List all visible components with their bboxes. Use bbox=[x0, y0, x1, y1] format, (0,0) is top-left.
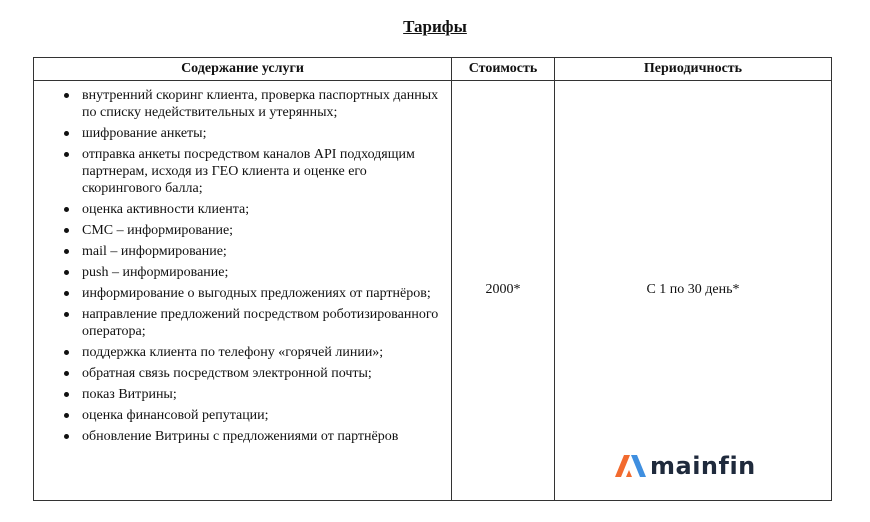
services-list bbox=[34, 87, 451, 445]
list-item: информирование о выгодных предложениях от партнёров; bbox=[82, 285, 451, 302]
list-item: mail – информирование; bbox=[82, 243, 451, 260]
price-value: 2000* bbox=[485, 282, 521, 297]
page-title: Тарифы bbox=[403, 17, 467, 36]
price-cell bbox=[452, 81, 555, 501]
list-item: обратная связь посредством электронной почты; bbox=[82, 365, 451, 382]
tariffs-table bbox=[33, 57, 832, 501]
service-content-cell bbox=[34, 81, 452, 501]
table-row bbox=[34, 81, 832, 501]
list-item: поддержка клиента по телефону «горячей линии»; bbox=[82, 344, 451, 361]
list-item: шифрование анкеты; bbox=[82, 125, 451, 142]
list-item: показ Витрины; bbox=[82, 386, 451, 403]
list-item: оценка финансовой репутации; bbox=[82, 407, 451, 424]
header-price: Стоимость bbox=[452, 58, 555, 81]
list-item: обновление Витрины с предложениями от партнёров bbox=[82, 428, 451, 445]
list-item: направление предложений посредством роботизированного оператора; bbox=[82, 306, 451, 340]
mainfin-watermark bbox=[615, 454, 756, 478]
list-item: внутренний скоринг клиента, проверка паспортных данных по списку недействительных и утерянных; bbox=[82, 87, 451, 121]
list-item: push – информирование; bbox=[82, 264, 451, 281]
header-period: Периодичность bbox=[555, 58, 832, 81]
period-value: С 1 по 30 день* bbox=[646, 282, 740, 297]
mainfin-logo-icon bbox=[615, 455, 647, 477]
list-item: отправка анкеты посредством каналов API подходящим партнерам, исходя из ГЕО клиента и оценке его скорингового балла; bbox=[82, 146, 451, 197]
header-service-content: Содержание услуги bbox=[34, 58, 452, 81]
list-item: СМС – информирование; bbox=[82, 222, 451, 239]
list-item: оценка активности клиента; bbox=[82, 201, 451, 218]
mainfin-logo-text: mainfin bbox=[650, 452, 756, 480]
table-header-row bbox=[34, 58, 832, 81]
period-cell bbox=[555, 81, 832, 501]
